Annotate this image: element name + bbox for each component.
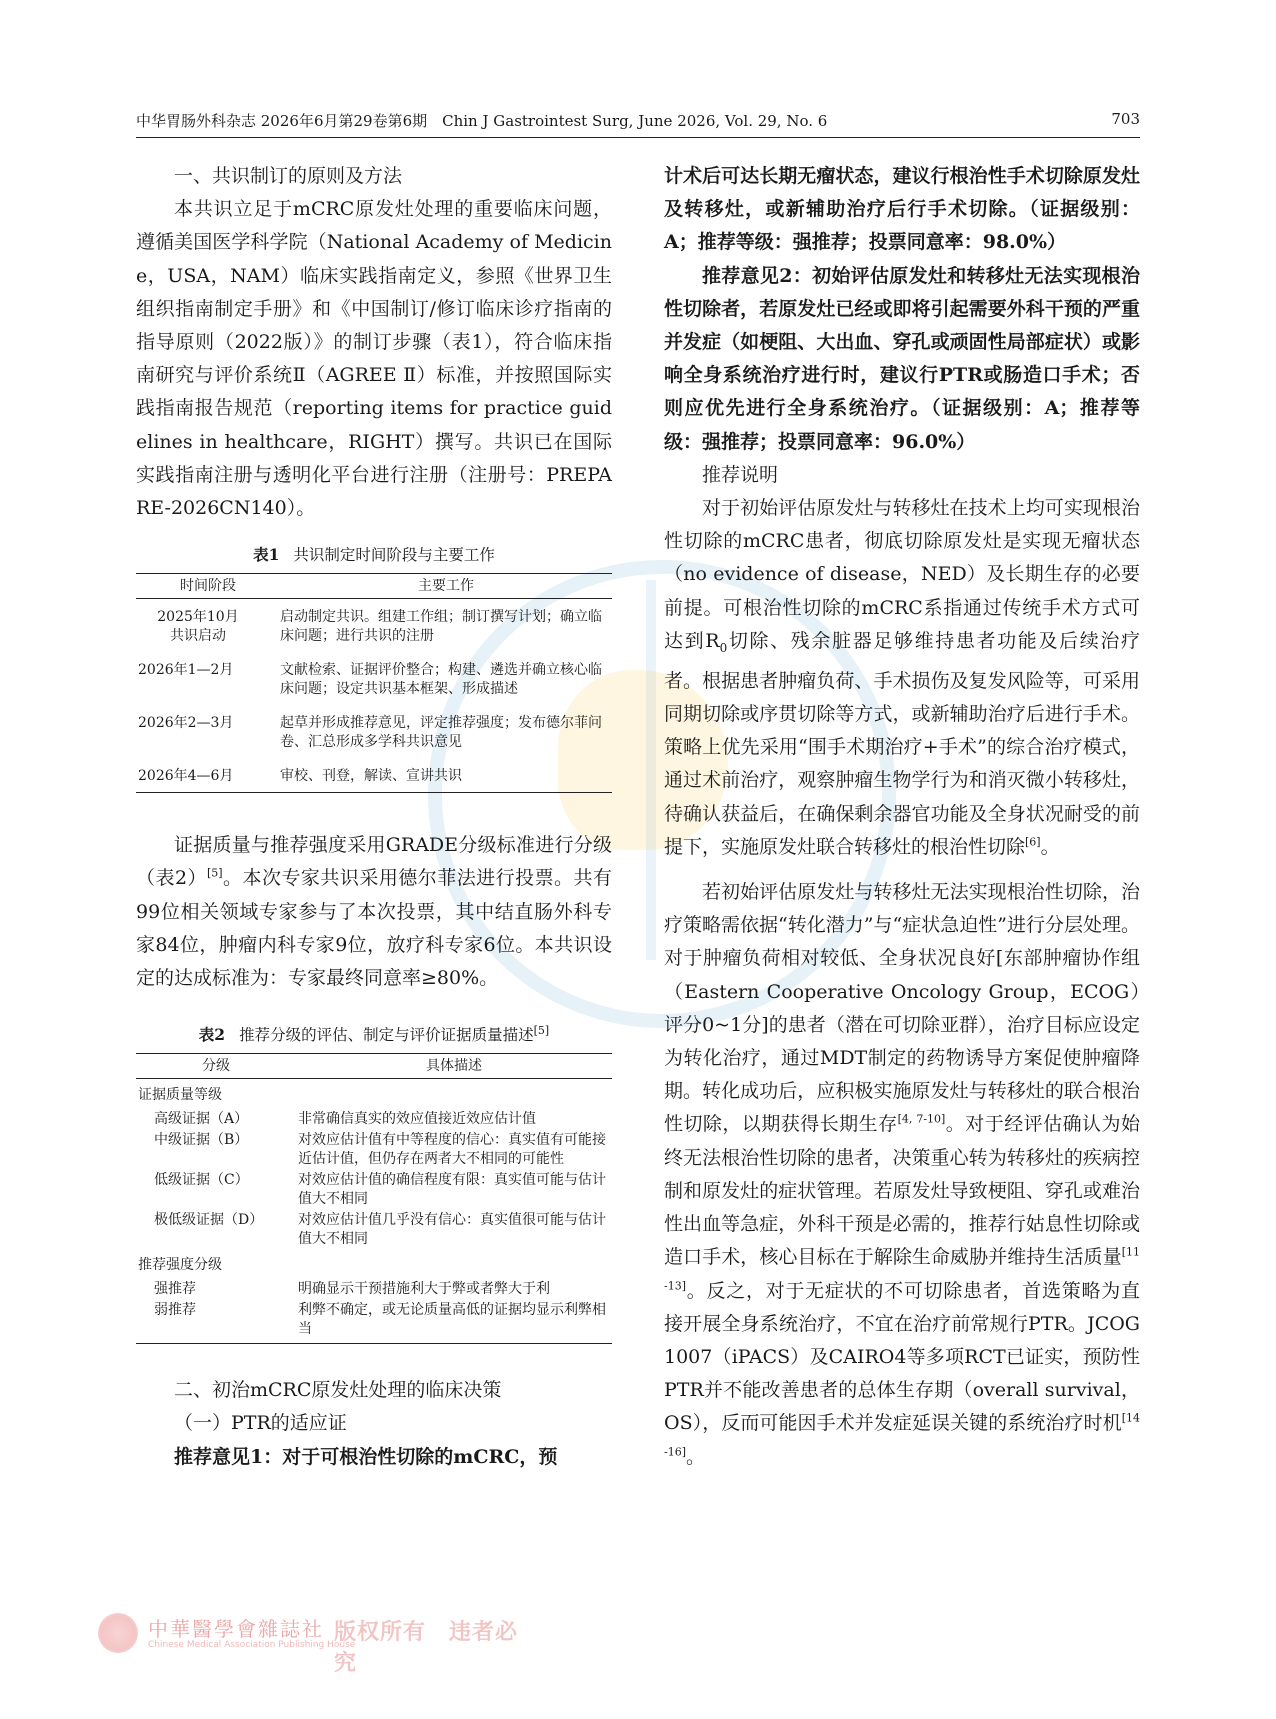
section-1-title: 一、共识制订的原则及方法 bbox=[174, 165, 403, 187]
para-text: 。反之，对于无症状的不可切除患者，首选策略为直接开展全身系统治疗，不宜在治疗前常规行PTR。JCOG1007（iPACS）及CAIRO4等多项RCT已证实，预防性PTR并不能改善患者的总体生存期（overall survival，OS），反而可能因手术并发症延误关键的系统治疗时机 bbox=[664, 1279, 1140, 1435]
publisher-logo bbox=[98, 1611, 519, 1676]
table-row bbox=[136, 1108, 612, 1129]
group-label: 推荐强度分级 bbox=[138, 1257, 222, 1274]
table-group-row bbox=[136, 1249, 612, 1278]
para-text: 对于初始评估原发灶与转移灶在技术上均可实现根治性切除的mCRC患者，彻底切除原发灶是实现无瘤状态（no evidence of disease，NED）及长期生存的必要前提。可根治性切除的mCRC系指通过传统手术方式可达到R bbox=[664, 497, 1140, 652]
table-2-title: 推荐分级的评估、制定与评价证据质量描述 bbox=[239, 1026, 534, 1045]
table-group-row bbox=[136, 1079, 612, 1109]
table-row bbox=[136, 1129, 612, 1169]
section-2-title: 二、初治mCRC原发灶处理的临床决策 bbox=[174, 1379, 502, 1402]
journal-citation: 中华胃肠外科杂志 2026年6月第29卷第6期 Chin J Gastrointest Surg, June 2026, Vol. 29, No. 6 bbox=[136, 112, 828, 130]
subsection-1-title: （一）PTR的适应证 bbox=[174, 1412, 347, 1435]
table-1 bbox=[136, 543, 612, 793]
desc-cell: 对效应估计值的确信程度有限：真实值可能与估计值大不相同 bbox=[298, 1172, 606, 1208]
desc-cell: 利弊不确定，或无论质量高低的证据均显示利弊相当 bbox=[298, 1302, 606, 1338]
table-1-grid bbox=[136, 573, 612, 793]
paragraph-resectable bbox=[664, 492, 1140, 864]
publisher-seal-icon bbox=[98, 1613, 138, 1653]
paragraph-methods: 本共识立足于mCRC原发灶处理的重要临床问题，遵循美国医学科学院（National Academy of Medicine，USA，NAM）临床实践指南定义，参照《世界卫生组织指南制定手册》和《中国制订/修订临床诊疗指南的指导原则（2022版）》的制订步骤（表1），符合临床指南研究与评价系统Ⅱ（AGREE Ⅱ）标准，并按照国际实践指南报告规范（reporting items for practice guidelines in healthcare，RIGHT）撰写。共识已在国际实践指南注册与透明化平台进行注册（注册号：PREPARE-2026CN140）。 bbox=[136, 198, 612, 520]
table-row bbox=[136, 652, 612, 705]
header-rule bbox=[136, 137, 1140, 138]
table-1-title: 共识制定时间阶段与主要工作 bbox=[293, 546, 495, 565]
desc-cell: 非常确信真实的效应值接近效应估计值 bbox=[298, 1111, 536, 1128]
desc-cell: 明确显示干预措施利大于弊或者弊大于利 bbox=[298, 1281, 550, 1298]
grade-cell: 低级证据（C） bbox=[154, 1172, 249, 1189]
grade-cell: 弱推荐 bbox=[154, 1302, 196, 1319]
page-number: 703 bbox=[1111, 110, 1140, 128]
desc-cell: 对效应估计值几乎没有信心：真实值很可能与估计值大不相同 bbox=[298, 1212, 606, 1248]
table-row bbox=[136, 705, 612, 758]
work-cell: 起草并形成推荐意见，评定推荐强度；发布德尔菲问卷、汇总形成多学科共识意见 bbox=[280, 715, 602, 751]
table-row bbox=[136, 1278, 612, 1299]
table-2-label: 表2 bbox=[198, 1025, 226, 1045]
table-2-grid bbox=[136, 1053, 612, 1344]
para-text: 。 bbox=[686, 1445, 706, 1468]
para-text: 切除、残余脏器足够维持患者功能及后续治疗者。根据患者肿瘤负荷、手术损伤及复发风险等，可采用同期切除或序贯切除等方式，或新辅助治疗后进行手术。策略上优先采用“围手术期治疗+手术”的综合治疗模式，通过术前治疗，观察肿瘤生物学行为和消灭微小转移灶，待确认获益后，在确保剩余器官功能及全身状况耐受的前提下，实施原发灶联合转移灶的根治性切除 bbox=[664, 629, 1140, 858]
table-2-col-desc: 具体描述 bbox=[296, 1054, 612, 1079]
para-text: 。对于经评估确认为始终无法根治性切除的患者，决策重心转为转移灶的疾病控制和原发灶的症状管理。若原发灶导致梗阻、穿孔或难治性出血等急症，外科干预是必需的，推荐行姑息性切除或造口手术，核心目标在于解除生命威胁并维持生活质量 bbox=[664, 1113, 1140, 1269]
citation-ref: [4, 7-10] bbox=[897, 1113, 946, 1127]
recommendation-1-start: 推荐意见1：对于可根治性切除的mCRC，预 bbox=[174, 1445, 558, 1468]
grade-cell: 强推荐 bbox=[154, 1281, 196, 1298]
table-row bbox=[136, 1299, 612, 1344]
para-text: 若初始评估原发灶与转移灶无法实现根治性切除，治疗策略需依据“转化潜力”与“症状急迫性”进行分层处理。对于肿瘤负荷相对较低、全身状况良好[东部肿瘤协作组（Eastern Cooperative Oncology Group，ECOG）评分0~1分]的患者（潜在可切除亚群），治疗目标应设定为转化治疗，通过MDT制定的药物诱导方案促使肿瘤降期。转化成功后，应积极实施原发灶与转移灶的联合根治性切除，以期获得长期生存 bbox=[664, 881, 1140, 1136]
paragraph-grade-text: 证据质量与推荐强度采用GRADE分级标准进行分级（表2） bbox=[136, 834, 612, 890]
table-1-caption bbox=[136, 543, 612, 567]
grade-cell: 中级证据（B） bbox=[154, 1132, 249, 1149]
grade-cell: 高级证据（A） bbox=[154, 1111, 249, 1128]
time-cell-sub: 共识启动 bbox=[170, 628, 226, 645]
citation-ref: [14-16] bbox=[664, 1411, 1140, 1459]
table-row bbox=[136, 1209, 612, 1249]
desc-cell: 对效应估计值有中等程度的信心：真实值有可能接近估计值，但仍存在两者大不相同的可能性 bbox=[298, 1132, 606, 1168]
table-row bbox=[136, 599, 612, 653]
table-2-caption bbox=[136, 1023, 612, 1047]
subscript: 0 bbox=[719, 640, 728, 655]
recommendation-2: 推荐意见2：初始评估原发灶和转移灶无法实现根治性切除者，若原发灶已经或即将引起需要外科干预的严重并发症（如梗阻、大出血、穿孔或顽固性局部症状）或影响全身系统治疗进行时，建议行PTR或肠造口手术；否则应优先进行全身系统治疗。（证据级别：A；推荐等级：强推荐；投票同意率：96.0%） bbox=[664, 264, 1140, 453]
copyright-notice: 版权所有 违者必究 bbox=[334, 1619, 519, 1676]
paragraph-grade-text-2: 。本次专家共识采用德尔菲法进行投票。共有99位相关领域专家参与了本次投票，其中结直肠外科专家84位，肿瘤内科专家9位，放疗科专家6位。本共识设定的达成标准为：专家最终同意率≥80%。 bbox=[136, 867, 612, 990]
citation-ref: [5] bbox=[206, 867, 223, 881]
table-1-col-work: 主要工作 bbox=[280, 574, 612, 599]
citation-ref: [11-13] bbox=[664, 1245, 1140, 1293]
time-cell: 2025年10月 bbox=[157, 609, 239, 626]
paragraph-unresectable bbox=[664, 876, 1140, 1474]
publisher-name-en: Chinese Medical Association Publishing House bbox=[148, 1640, 356, 1650]
work-cell: 启动制定共识。组建工作组；制订撰写计划；确立临床问题；进行共识的注册 bbox=[280, 609, 602, 645]
citation-ref: [5] bbox=[533, 1024, 550, 1038]
time-cell: 2026年4—6月 bbox=[138, 768, 234, 785]
table-row bbox=[136, 1169, 612, 1209]
table-row bbox=[136, 758, 612, 793]
table-2-col-grade: 分级 bbox=[136, 1054, 296, 1079]
citation-ref: [6] bbox=[1025, 835, 1041, 849]
table-1-col-time: 时间阶段 bbox=[136, 574, 280, 599]
publisher-name: 中華醫學會雜誌社 bbox=[148, 1617, 324, 1641]
paragraph-grade bbox=[136, 829, 612, 995]
work-cell: 文献检索、证据评价整合；构建、遴选并确立核心临床问题；设定共识基本框架、形成描述 bbox=[280, 662, 602, 698]
right-column bbox=[664, 160, 1140, 1474]
grade-cell: 极低级证据（D） bbox=[154, 1212, 264, 1229]
explanation-title: 推荐说明 bbox=[702, 463, 779, 486]
recommendation-1-continued: 计术后可达长期无瘤状态，建议行根治性手术切除原发灶及转移灶，或新辅助治疗后行手术切除。（证据级别：A；推荐等级：强推荐；投票同意率：98.0%） bbox=[664, 165, 1140, 254]
left-column bbox=[136, 160, 612, 1474]
group-label: 证据质量等级 bbox=[138, 1087, 222, 1104]
para-text: 。 bbox=[1040, 835, 1060, 858]
time-cell: 2026年2—3月 bbox=[138, 715, 234, 732]
work-cell: 审校、刊登，解读、宣讲共识 bbox=[280, 768, 462, 785]
table-1-label: 表1 bbox=[253, 545, 280, 565]
table-2 bbox=[136, 1023, 612, 1344]
running-header bbox=[136, 110, 1140, 132]
time-cell: 2026年1—2月 bbox=[138, 662, 234, 679]
